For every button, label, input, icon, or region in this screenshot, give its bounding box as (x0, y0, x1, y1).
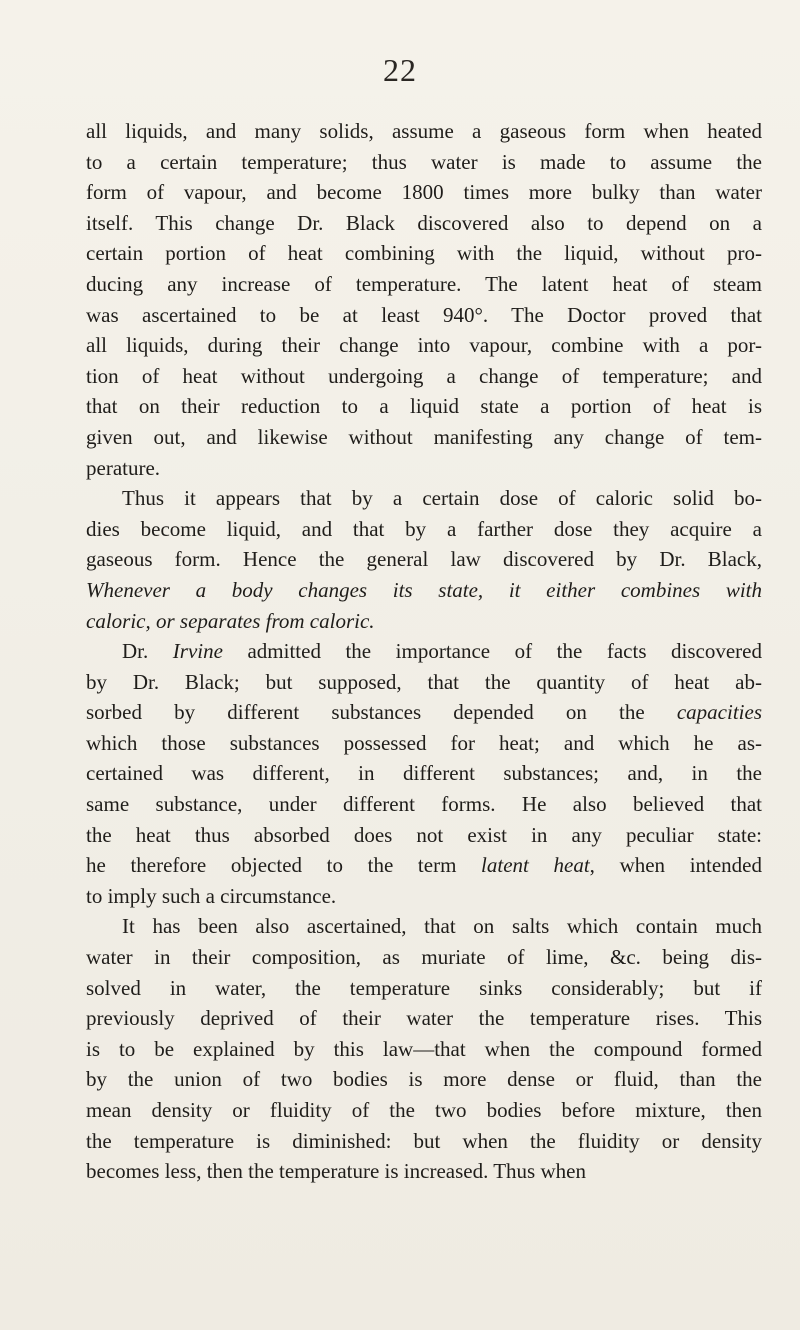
text-segment: ducing any increase of temperature. The latent heat of steam (86, 271, 762, 296)
text-line (86, 177, 762, 208)
text-line (86, 697, 762, 728)
text-segment: which those substances possessed for heat; and which he as- (86, 730, 762, 755)
text-line (86, 789, 762, 820)
text-segment: same substance, under different forms. He also believed that (86, 792, 762, 817)
text-segment: itself. This change Dr. Black discovered also to depend on a (86, 210, 762, 235)
text-segment: tion of heat without undergoing a change of temperature; and (86, 363, 762, 388)
text-line (86, 238, 762, 269)
text-segment: certained was different, in different substances; and, in the (86, 761, 762, 786)
text-line (86, 453, 762, 484)
text-line (86, 330, 762, 361)
italic-text: Irvine (172, 639, 223, 664)
text-line (86, 1064, 762, 1095)
text-line (86, 728, 762, 759)
text-line (86, 116, 762, 147)
text-segment: gaseous form. Hence the general law discovered by Dr. Black, (86, 547, 762, 572)
text-line (86, 636, 762, 667)
text-segment: all liquids, and many solids, assume a gaseous form when heated (86, 119, 762, 143)
text-line (86, 820, 762, 851)
text-segment: water in their composition, as muriate of lime, &c. being dis- (86, 945, 762, 970)
text-line (86, 1095, 762, 1126)
text-segment: he therefore objected to the term (86, 853, 482, 878)
text-line (86, 422, 762, 453)
text-segment: the temperature is diminished: but when the fluidity or density (86, 1128, 762, 1153)
text-segment: form of vapour, and become 1800 times more bulky than water (86, 180, 762, 205)
text-segment: by Dr. Black; but supposed, that the quantity of heat ab- (86, 669, 762, 694)
text-segment: to imply such a circumstance. (86, 883, 337, 908)
text-line (86, 1126, 762, 1157)
text-line (86, 850, 762, 881)
text-line (86, 942, 762, 973)
text-segment: certain portion of heat combining with the liquid, without pro- (86, 241, 762, 266)
text-segment: all liquids, during their change into vapour, combine with a por- (86, 333, 762, 358)
text-segment: given out, and likewise without manifesting any change of tem- (86, 424, 762, 449)
page-number: 22 (383, 52, 417, 88)
text-segment: becomes less, then the temperature is increased. Thus when (86, 1159, 586, 1184)
text-line (86, 606, 762, 637)
text-segment: Dr. (122, 639, 173, 664)
text-line (86, 758, 762, 789)
text-segment: It has been also ascertained, that on salts which contain much (122, 914, 762, 939)
text-line (86, 575, 762, 606)
italic-text: caloric, or separates from caloric. (86, 608, 375, 633)
text-line (86, 208, 762, 239)
text-segment: perature. (86, 455, 161, 480)
body-text (86, 116, 762, 1187)
text-line (86, 361, 762, 392)
text-segment: , when intended (589, 853, 762, 878)
text-line (86, 1034, 762, 1065)
text-segment: solved in water, the temperature sinks considerably; but if (86, 975, 762, 1000)
text-segment: previously deprived of their water the temperature rises. This (86, 1006, 762, 1031)
text-segment: Thus it appears that by a certain dose of caloric solid bo- (122, 486, 762, 511)
text-line (86, 514, 762, 545)
text-line (86, 147, 762, 178)
text-segment: is to be explained by this law—that when the compound formed (86, 1036, 762, 1061)
text-segment: the heat thus absorbed does not exist in any peculiar state: (86, 822, 762, 847)
text-line (86, 1003, 762, 1034)
text-segment: was ascertained to be at least 940°. The Doctor proved that (86, 302, 762, 327)
text-line (86, 269, 762, 300)
text-line (86, 1156, 762, 1187)
text-segment: dies become liquid, and that by a farther dose they acquire a (86, 516, 762, 541)
text-segment: admitted the importance of the facts discovered (222, 639, 762, 664)
text-line (86, 973, 762, 1004)
text-line (86, 300, 762, 331)
italic-text: latent heat (481, 853, 590, 878)
text-line (86, 911, 762, 942)
text-line (86, 667, 762, 698)
text-segment: mean density or fluidity of the two bodies before mixture, then (86, 1098, 762, 1122)
text-line (86, 483, 762, 514)
text-line (86, 544, 762, 575)
text-line (86, 391, 762, 422)
italic-text: capacities (676, 700, 762, 725)
text-segment: to a certain temperature; thus water is made to assume the (86, 149, 762, 174)
italic-text: Whenever a body changes its state, it either combines with (86, 577, 762, 602)
text-line (86, 881, 762, 912)
text-segment: that on their reduction to a liquid state a portion of heat is (86, 394, 762, 419)
text-segment: by the union of two bodies is more dense or fluid, than the (86, 1067, 762, 1092)
text-segment: sorbed by different substances depended on the (86, 700, 677, 725)
